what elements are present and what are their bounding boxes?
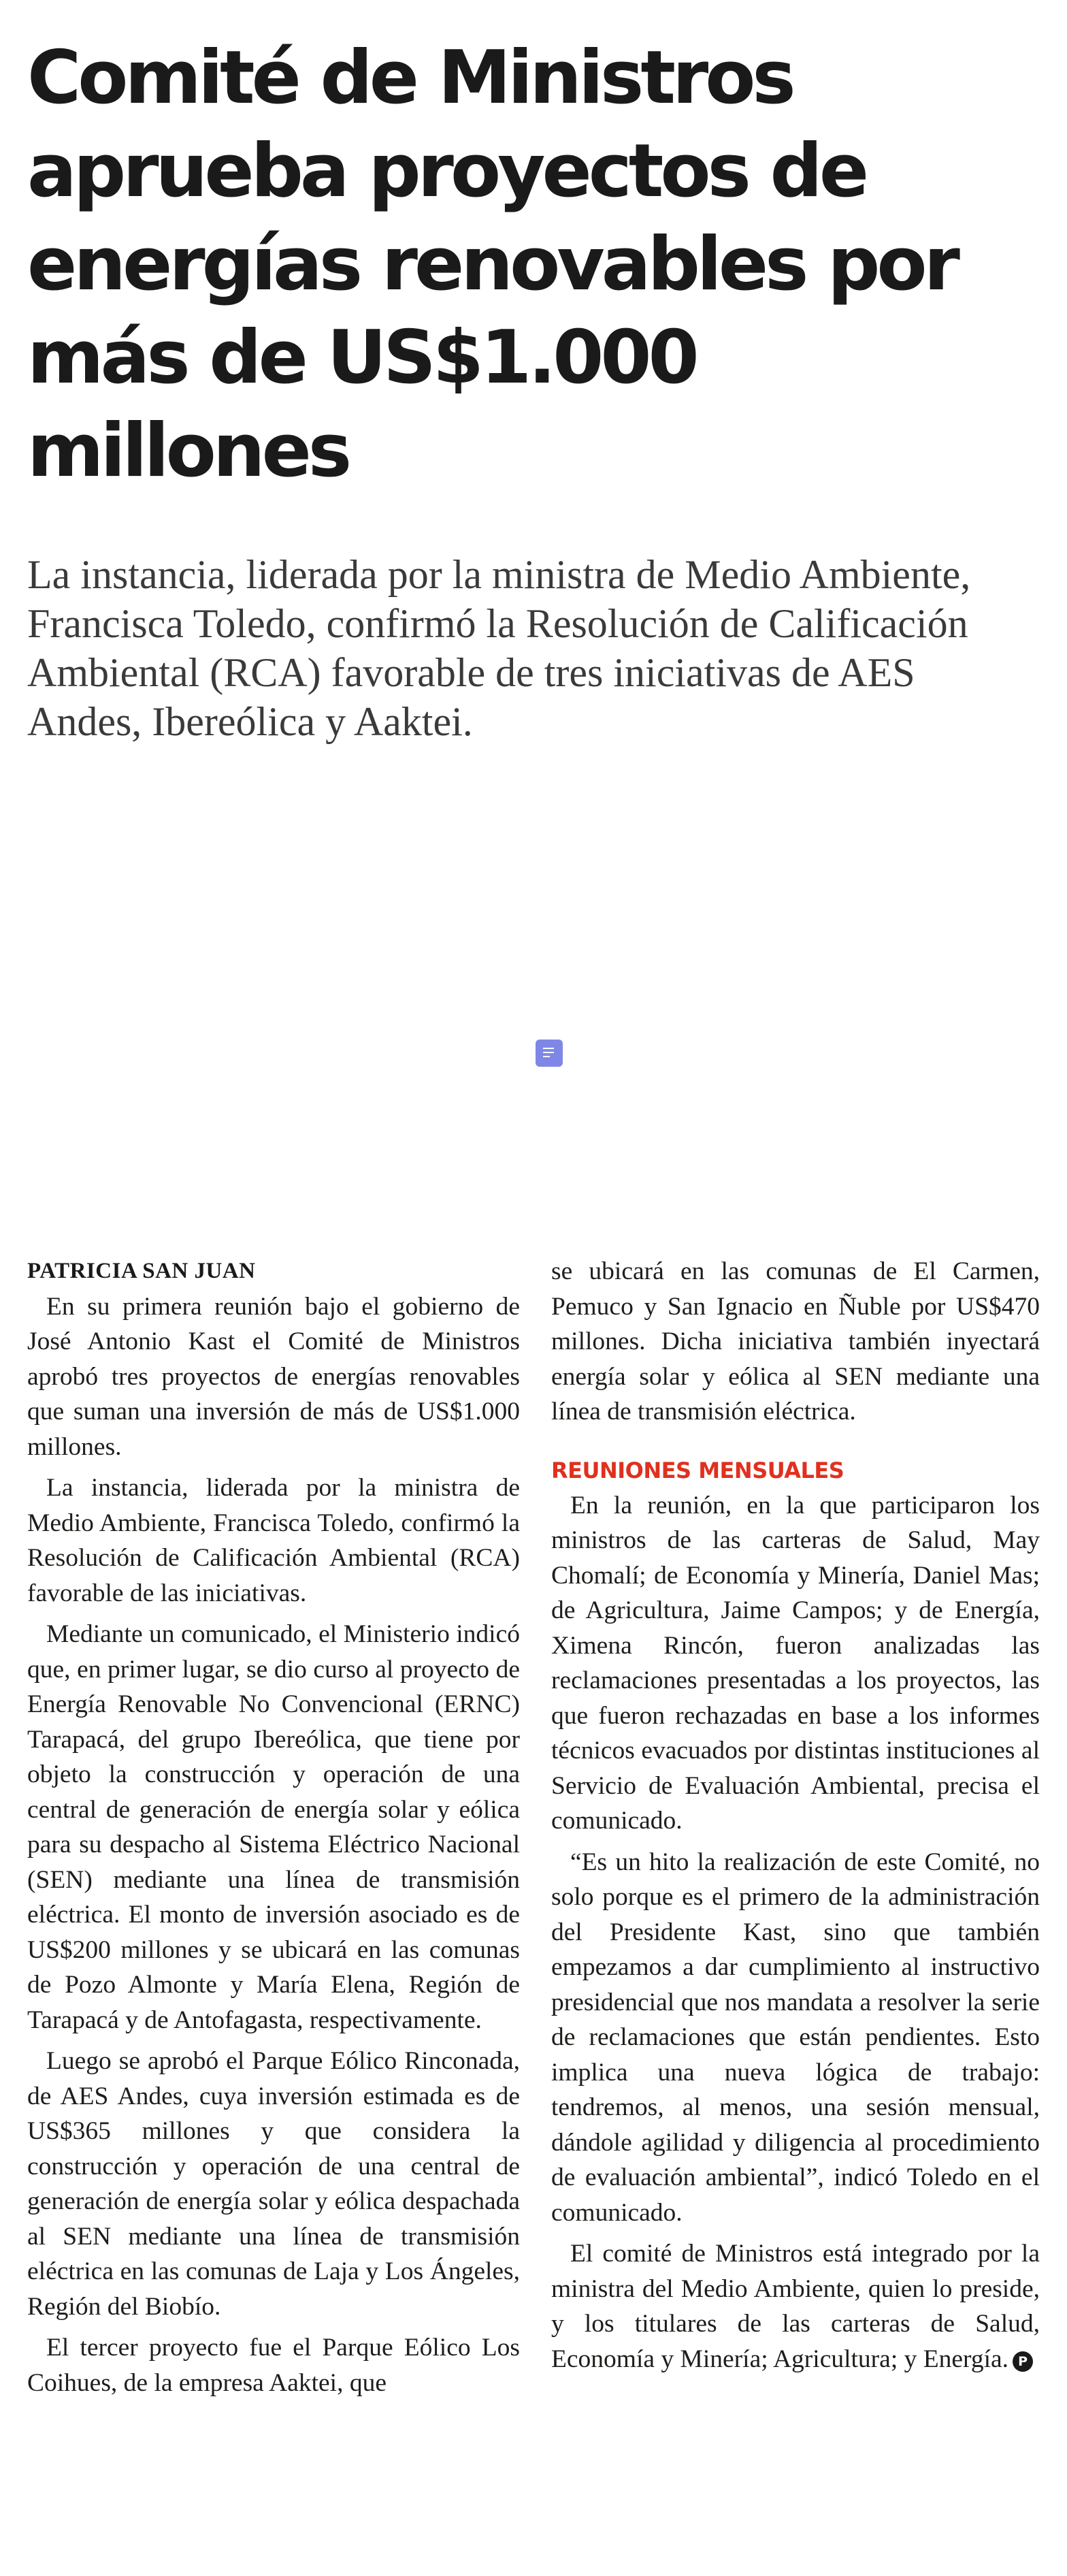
body-paragraph-final [551,2236,1040,2377]
byline: PATRICIA SAN JUAN [27,1259,256,1283]
body-paragraph: La instancia, liderada por la ministra de Medio Ambiente, Francisca Toledo, confirmó la Resolución de Calificación Ambiental (RCA) favorable de las iniciativas. [27,1474,520,1607]
body-paragraph: En su primera reunión bajo el gobierno de José Antonio Kast el Comité de Ministros aprobó tres proyectos de energías renovables que suman una inversión de más de US$1.000 millones. [27,1292,520,1461]
document-lines-icon[interactable] [536,1040,563,1067]
article-lead: La instancia, liderada por la ministra de Medio Ambiente, Francisca Toledo, confirmó la Resolución de Calificación Ambiental (RCA) favorable de tres iniciativas de AES Andes, Ibereólica y Aaktei. [27,552,971,744]
body-paragraph: Luego se aprobó el Parque Eólico Rinconada, de AES Andes, cuya inversión estimada es de US$365 millones y que considera la construcción y operación de una central de generación de energía solar y eólica despachada al SEN mediante una línea de transmisión eléctrica en las comunas de Laja y Los Ángeles, Región del Biobío. [27,2047,520,2321]
body-paragraph-continued: se ubicará en las comunas de El Carmen, Pemuco y San Ignacio en Ñuble por US$470 millones. Dicha iniciativa también inyectará energía solar y eólica al SEN mediante una línea de transmisión eléctrica. [551,1257,1040,1426]
body-paragraph: En la reunión, en la que participaron los ministros de las carteras de Salud, May Chomalí; de Economía y Minería, Daniel Mas; de Agricultura, Jaime Campos; y de Energía, Ximena Rincón, fueron analizadas las reclamaciones presentadas a los proyectos, las que fueron rechazadas en base a los informes técnicos evacuados por distintas instituciones al Servicio de Evaluación Ambiental, precisa el comunicado. [551,1491,1040,1835]
article-headline: Comité de Ministros aprueba proyectos de energías renovables por más de US$1.000 millones [27,35,957,494]
body-paragraph: Mediante un comunicado, el Ministerio indicó que, en primer lugar, se dio curso al proyecto de Energía Renovable No Convencional (ERNC) Tarapacá, del grupo Ibereólica, que tiene por objeto la construcción y operación de una central de generación de energía solar y eólica para su despacho al Sistema Eléctrico Nacional (SEN) mediante una línea de transmisión eléctrica. El monto de inversión asociado es de US$200 millones y se ubicará en las comunas de Pozo Almonte y María Elena, Región de Tarapacá y de Antofagasta, respectivamente. [27,1620,520,2034]
article-column-left [27,1254,520,2406]
body-paragraph: “Es un hito la realización de este Comité, no solo porque es el primero de la administración del Presidente Kast, sino que también empezamos a dar cumplimiento al instructivo presidencial que nos mandata a resolver la serie de reclamaciones que están pendientes. Esto implica una nueva lógica de trabajo: tendremos, al menos, una sesión mensual, dándole agilidad y diligencia al procedimiento de evaluación ambiental”, indicó Toledo en el comunicado. [551,1848,1040,2227]
body-paragraph: El tercer proyecto fue el Parque Eólico Los Coihues, de la empresa Aaktei, que [27,2334,520,2397]
end-mark-icon: P [1013,2351,1033,2372]
article-column-right [551,1254,1040,2383]
body-paragraph-text: El comité de Ministros está integrado por la ministra del Medio Ambiente, quien lo preside, y los titulares de las carteras de Salud, Economía y Minería; Agricultura; y Energía. [551,2240,1040,2373]
section-subheading: REUNIONES MENSUALES [551,1457,844,1483]
